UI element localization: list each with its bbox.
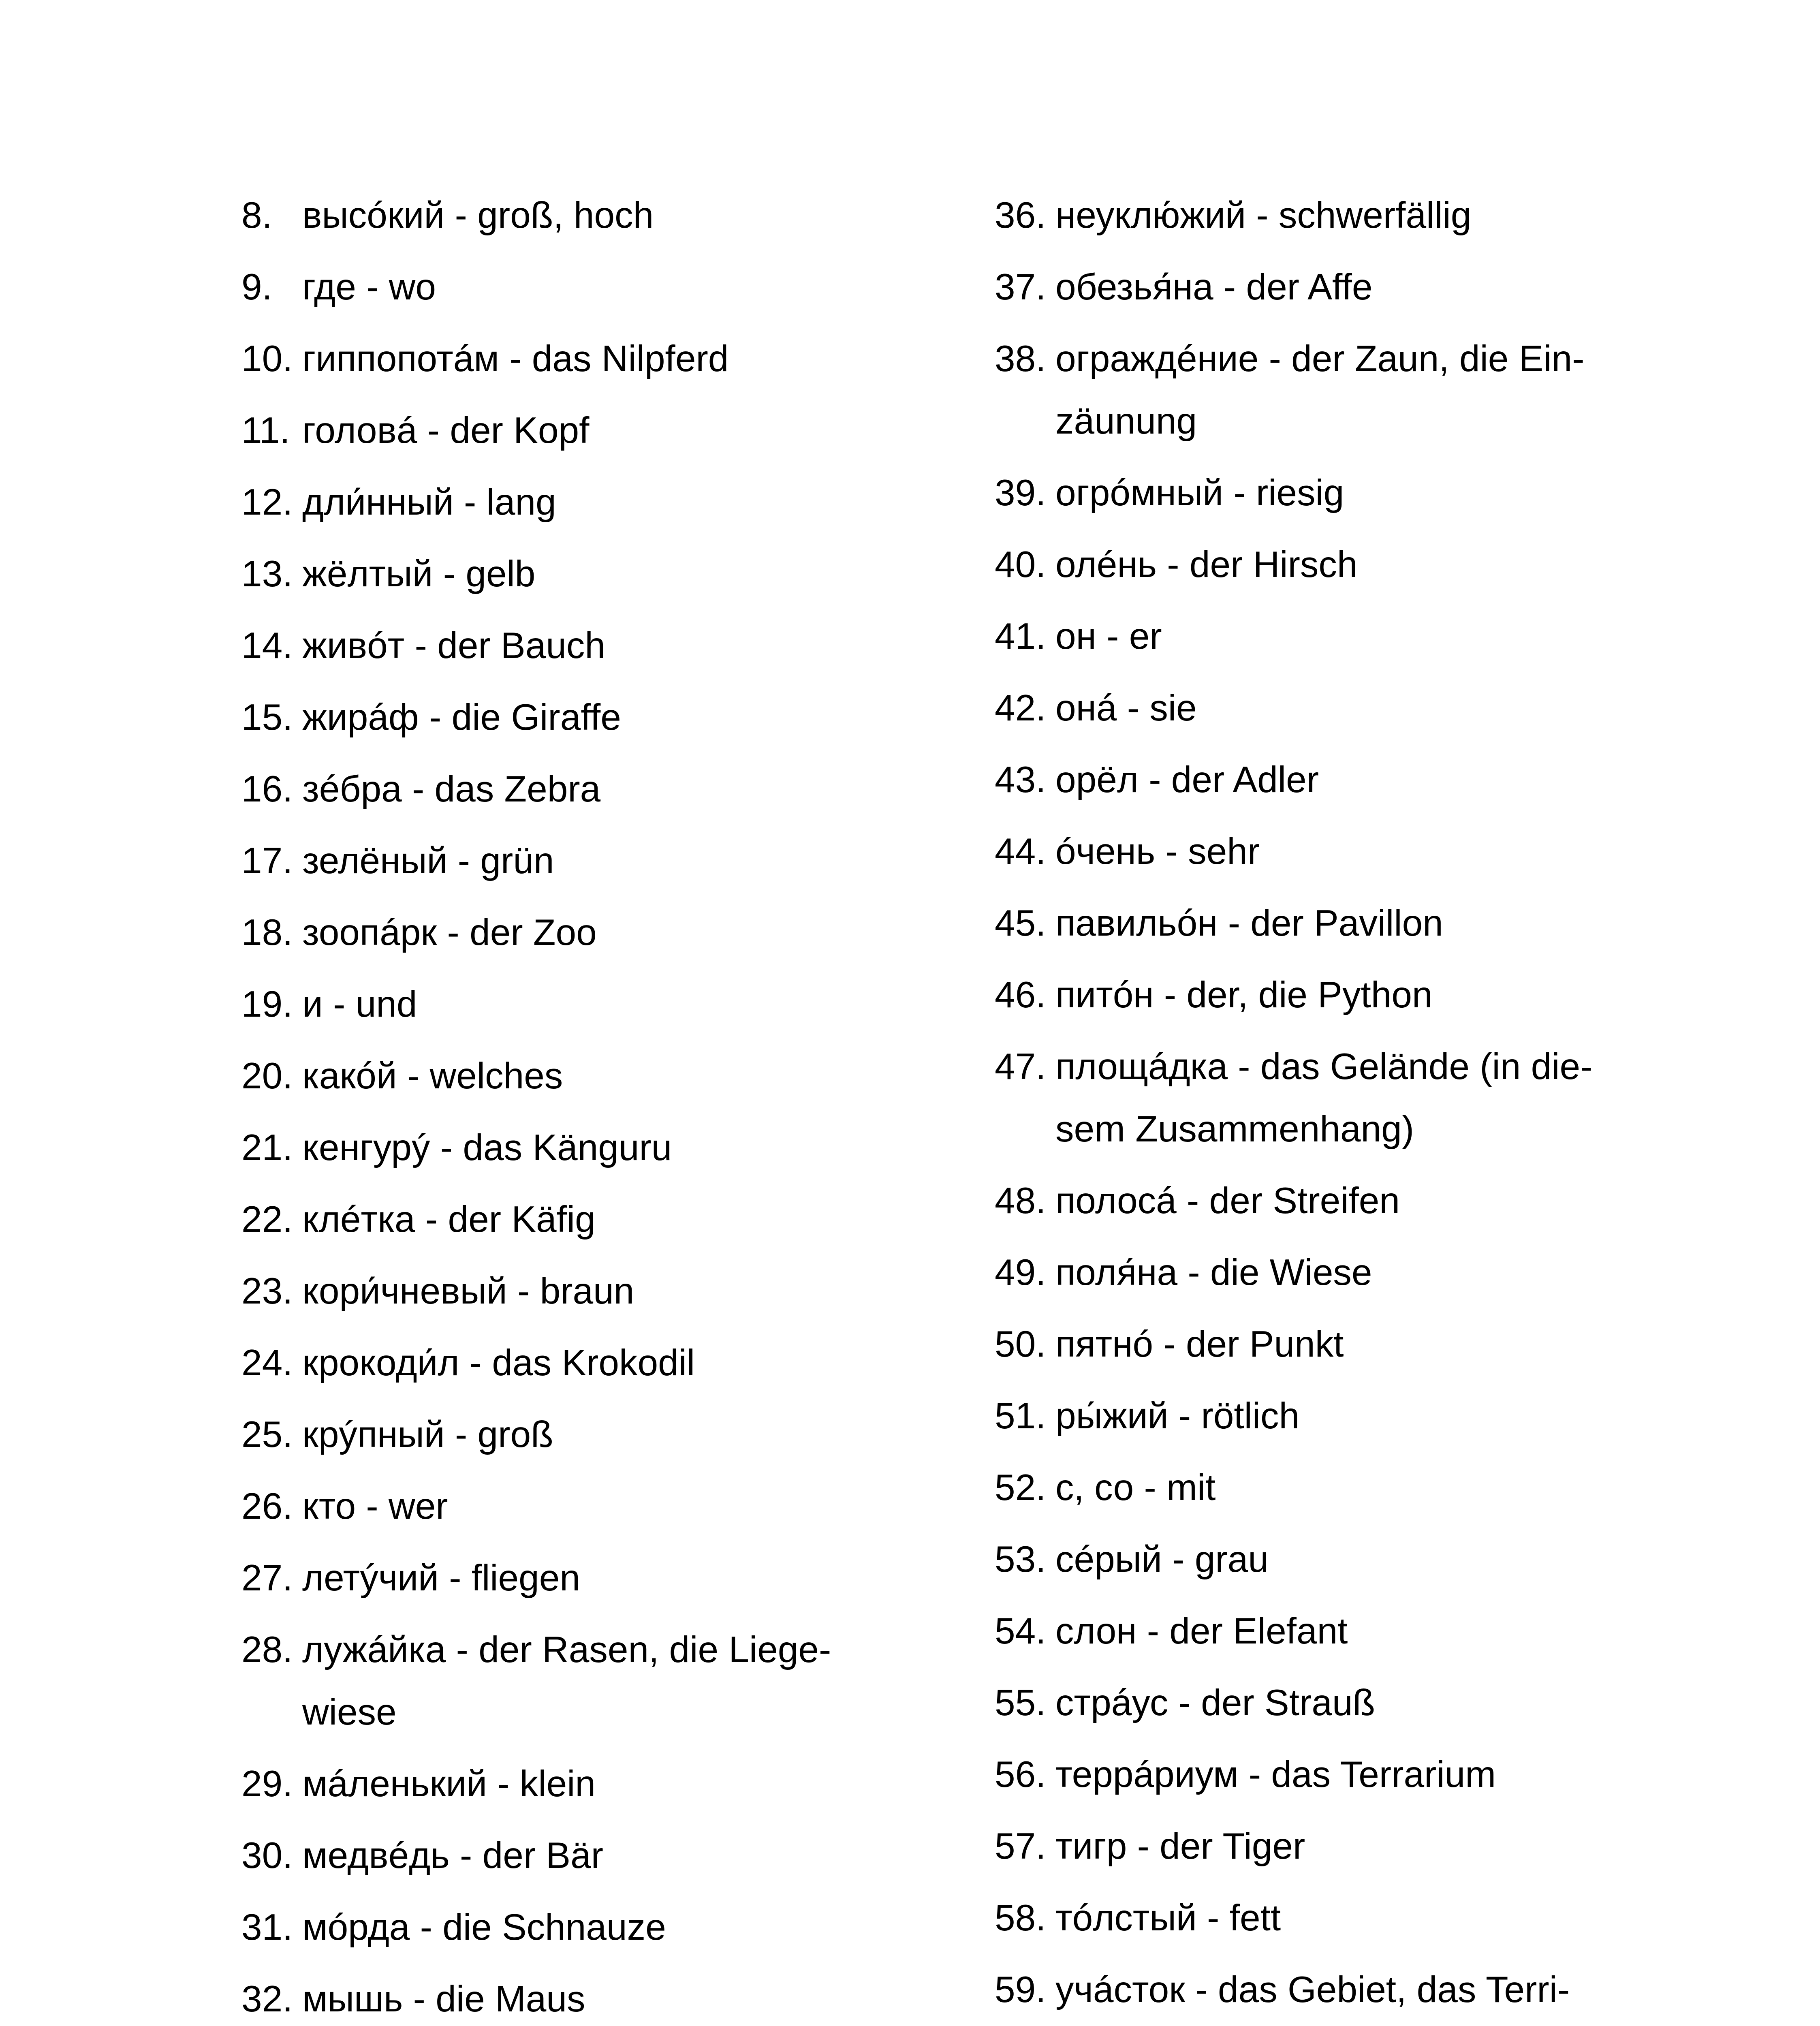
entry-text: поля́на - die Wiese (1055, 1252, 1372, 1293)
entry-number: 43. (995, 759, 1046, 800)
entry-number: 12. (241, 482, 293, 523)
vocabulary-entry (241, 1825, 910, 1887)
entry-text: полосá - der Streifen (1055, 1180, 1400, 1221)
vocabulary-entry (241, 1404, 910, 1466)
entry-number: 48. (995, 1180, 1046, 1221)
entry-number: 50. (995, 1324, 1046, 1365)
entry-number: 16. (241, 769, 293, 810)
entry-text: стрáус - der Strauß (1055, 1682, 1376, 1723)
vocabulary-entry (995, 677, 1663, 739)
vocabulary-entry (995, 256, 1663, 318)
entry-number: 46. (995, 975, 1046, 1015)
entry-number: 47. (995, 1046, 1046, 1087)
entry-number: 56. (995, 1754, 1046, 1795)
entry-number: 38. (995, 338, 1046, 379)
entry-text: питóн - der, die Python (1055, 975, 1433, 1015)
vocabulary-entry (241, 1968, 910, 2026)
vocabulary-entry (995, 1313, 1663, 1376)
vocabulary-list-left (241, 184, 910, 2026)
entry-text: обезья́на - der Affe (1055, 267, 1373, 308)
entry-number: 52. (995, 1467, 1046, 1508)
entry-text: зелёный - grün (302, 840, 554, 881)
entry-text: мáленький - klein (302, 1763, 596, 1804)
entry-number: 28. (241, 1629, 293, 1670)
entry-text: олéнь - der Hirsch (1055, 544, 1358, 585)
entry-text: гиппопотáм - das Nilpferd (302, 338, 729, 379)
entry-text: слон - der Elefant (1055, 1611, 1348, 1652)
vocabulary-entry (241, 328, 910, 390)
vocabulary-entry (241, 1896, 910, 1959)
entry-number: 11. (241, 410, 290, 451)
vocabulary-entry (241, 1117, 910, 1179)
entry-number: 21. (241, 1127, 293, 1168)
vocabulary-entry (995, 462, 1663, 524)
vocabulary-entry (995, 1600, 1663, 1663)
entry-number: 8. (241, 195, 272, 236)
entry-number: 51. (995, 1396, 1046, 1436)
vocabulary-entry (241, 400, 910, 462)
entry-text: крокоди́л - das Krokodil (302, 1342, 695, 1383)
entry-number: 9. (241, 267, 272, 308)
entry-number: 20. (241, 1056, 293, 1096)
entry-number: 59. (995, 1969, 1046, 2010)
vocabulary-entry (241, 902, 910, 964)
entry-number: 32. (241, 1979, 293, 2020)
entry-number: 17. (241, 840, 293, 881)
entry-number: 54. (995, 1611, 1046, 1652)
entry-text: мышь - die Maus (302, 1979, 585, 2020)
entry-text: дли́нный - lang (302, 482, 556, 523)
entry-text: кто - wer (302, 1486, 448, 1527)
vocabulary-entry (241, 256, 910, 318)
entry-number: 19. (241, 984, 293, 1025)
entry-number: 44. (995, 831, 1046, 872)
vocabulary-entry (995, 1672, 1663, 1734)
entry-number: 42. (995, 688, 1046, 729)
entry-text: ры́жий - rötlich (1055, 1396, 1300, 1436)
vocabulary-entry (995, 534, 1663, 596)
entry-text: крýпный - groß (302, 1414, 553, 1455)
vocabulary-entry (995, 1170, 1663, 1232)
entry-text: кори́чневый - braun (302, 1271, 634, 1312)
entry-text: пятнó - der Punkt (1055, 1324, 1344, 1365)
entry-text: зéбра - das Zebra (302, 769, 601, 810)
entry-text: он - er (1055, 616, 1162, 657)
entry-text: площáдка - das Gelände (in die- sem Zusammenhang) (1055, 1046, 1593, 1150)
vocabulary-entry (995, 184, 1663, 247)
entry-text: головá - der Kopf (302, 410, 590, 451)
vocabulary-entry (995, 1959, 1663, 2026)
entry-number: 31. (241, 1907, 293, 1948)
entry-number: 29. (241, 1763, 293, 1804)
vocabulary-entry (995, 1815, 1663, 1878)
entry-number: 26. (241, 1486, 293, 1527)
entry-text: учáсток - das Gebiet, das Terri- (1055, 1969, 1570, 2010)
vocabulary-entry (241, 1045, 910, 1107)
vocabulary-entry (241, 830, 910, 892)
vocabulary-entry (241, 543, 910, 605)
vocabulary-entry (995, 1385, 1663, 1447)
vocabulary-entry (995, 749, 1663, 811)
entry-text: жирáф - die Giraffe (302, 697, 621, 738)
entry-text: живóт - der Bauch (302, 625, 606, 666)
entry-text: высóкий - groß, hoch (302, 195, 654, 236)
vocabulary-entry (995, 1457, 1663, 1519)
entry-number: 27. (241, 1558, 293, 1599)
vocabulary-entry (241, 1260, 910, 1323)
vocabulary-entry (241, 973, 910, 1036)
entry-number: 24. (241, 1342, 293, 1383)
vocabulary-entry (995, 1242, 1663, 1304)
vocabulary-entry (995, 892, 1663, 955)
entry-number: 30. (241, 1835, 293, 1876)
entry-text: тóлстый - fett (1055, 1898, 1281, 1938)
entry-number: 45. (995, 903, 1046, 944)
entry-number: 57. (995, 1826, 1046, 1867)
entry-text: мóрда - die Schnauze (302, 1907, 666, 1948)
entry-text: какóй - welches (302, 1056, 563, 1096)
entry-text: летýчий - fliegen (302, 1558, 580, 1599)
entry-text: жёлтый - gelb (302, 554, 536, 594)
entry-text: сéрый - grau (1055, 1539, 1269, 1580)
entry-number: 13. (241, 554, 293, 594)
entry-number: 14. (241, 625, 293, 666)
entry-text: лужáйка - der Rasen, die Liege- wiese (302, 1629, 831, 1733)
entry-number: 53. (995, 1539, 1046, 1580)
vocabulary-entry (241, 615, 910, 677)
entry-text: онá - sie (1055, 688, 1197, 729)
entry-number: 40. (995, 544, 1046, 585)
entry-text: кенгурý - das Känguru (302, 1127, 672, 1168)
vocabulary-entry (241, 471, 910, 534)
entry-text: и - und (302, 984, 417, 1025)
entry-number: 18. (241, 912, 293, 953)
vocabulary-entry (995, 1036, 1663, 1160)
vocabulary-entry (241, 184, 910, 247)
entry-text: зоопáрк - der Zoo (302, 912, 597, 953)
vocabulary-entry (995, 328, 1663, 453)
entry-text: где - wo (302, 267, 436, 308)
vocabulary-entry (241, 1753, 910, 1815)
vocabulary-entry (241, 1547, 910, 1609)
vocabulary-entry (995, 1887, 1663, 1949)
vocabulary-entry (995, 1744, 1663, 1806)
entry-number: 25. (241, 1414, 293, 1455)
vocabulary-list-right (995, 184, 1663, 2026)
entry-text: клéтка - der Käfig (302, 1199, 596, 1240)
entry-number: 55. (995, 1682, 1046, 1723)
vocabulary-entry (995, 605, 1663, 668)
entry-text: террáриум - das Terrarium (1055, 1754, 1496, 1795)
vocabulary-entry (995, 821, 1663, 883)
entry-number: 23. (241, 1271, 293, 1312)
entry-number: 10. (241, 338, 293, 379)
vocabulary-entry (241, 1332, 910, 1394)
entry-number: 39. (995, 472, 1046, 513)
entry-text: тигр - der Tiger (1055, 1826, 1305, 1867)
entry-text: ограждéние - der Zaun, die Ein- zäunung (1055, 338, 1585, 442)
entry-number: 36. (995, 195, 1046, 236)
entry-text: павильóн - der Pavillon (1055, 903, 1443, 944)
entry-text: медвéдь - der Bär (302, 1835, 604, 1876)
entry-number: 22. (241, 1199, 293, 1240)
entry-text: орёл - der Adler (1055, 759, 1319, 800)
entry-number: 15. (241, 697, 293, 738)
vocabulary-entry (241, 686, 910, 749)
entry-text: óчень - sehr (1055, 831, 1260, 872)
vocabulary-entry (241, 1619, 910, 1744)
vocabulary-entry (241, 1188, 910, 1251)
vocabulary-entry (995, 1528, 1663, 1591)
entry-number: 49. (995, 1252, 1046, 1293)
entry-text: огрóмный - riesig (1055, 472, 1344, 513)
vocabulary-entry (241, 1475, 910, 1538)
entry-number: 37. (995, 267, 1046, 308)
entry-number: 58. (995, 1898, 1046, 1938)
vocabulary-entry (241, 758, 910, 821)
entry-text: неуклю́жий - schwerfällig (1055, 195, 1472, 236)
entry-text: с, со - mit (1055, 1467, 1216, 1508)
vocabulary-entry (995, 964, 1663, 1026)
entry-number: 41. (995, 616, 1046, 657)
